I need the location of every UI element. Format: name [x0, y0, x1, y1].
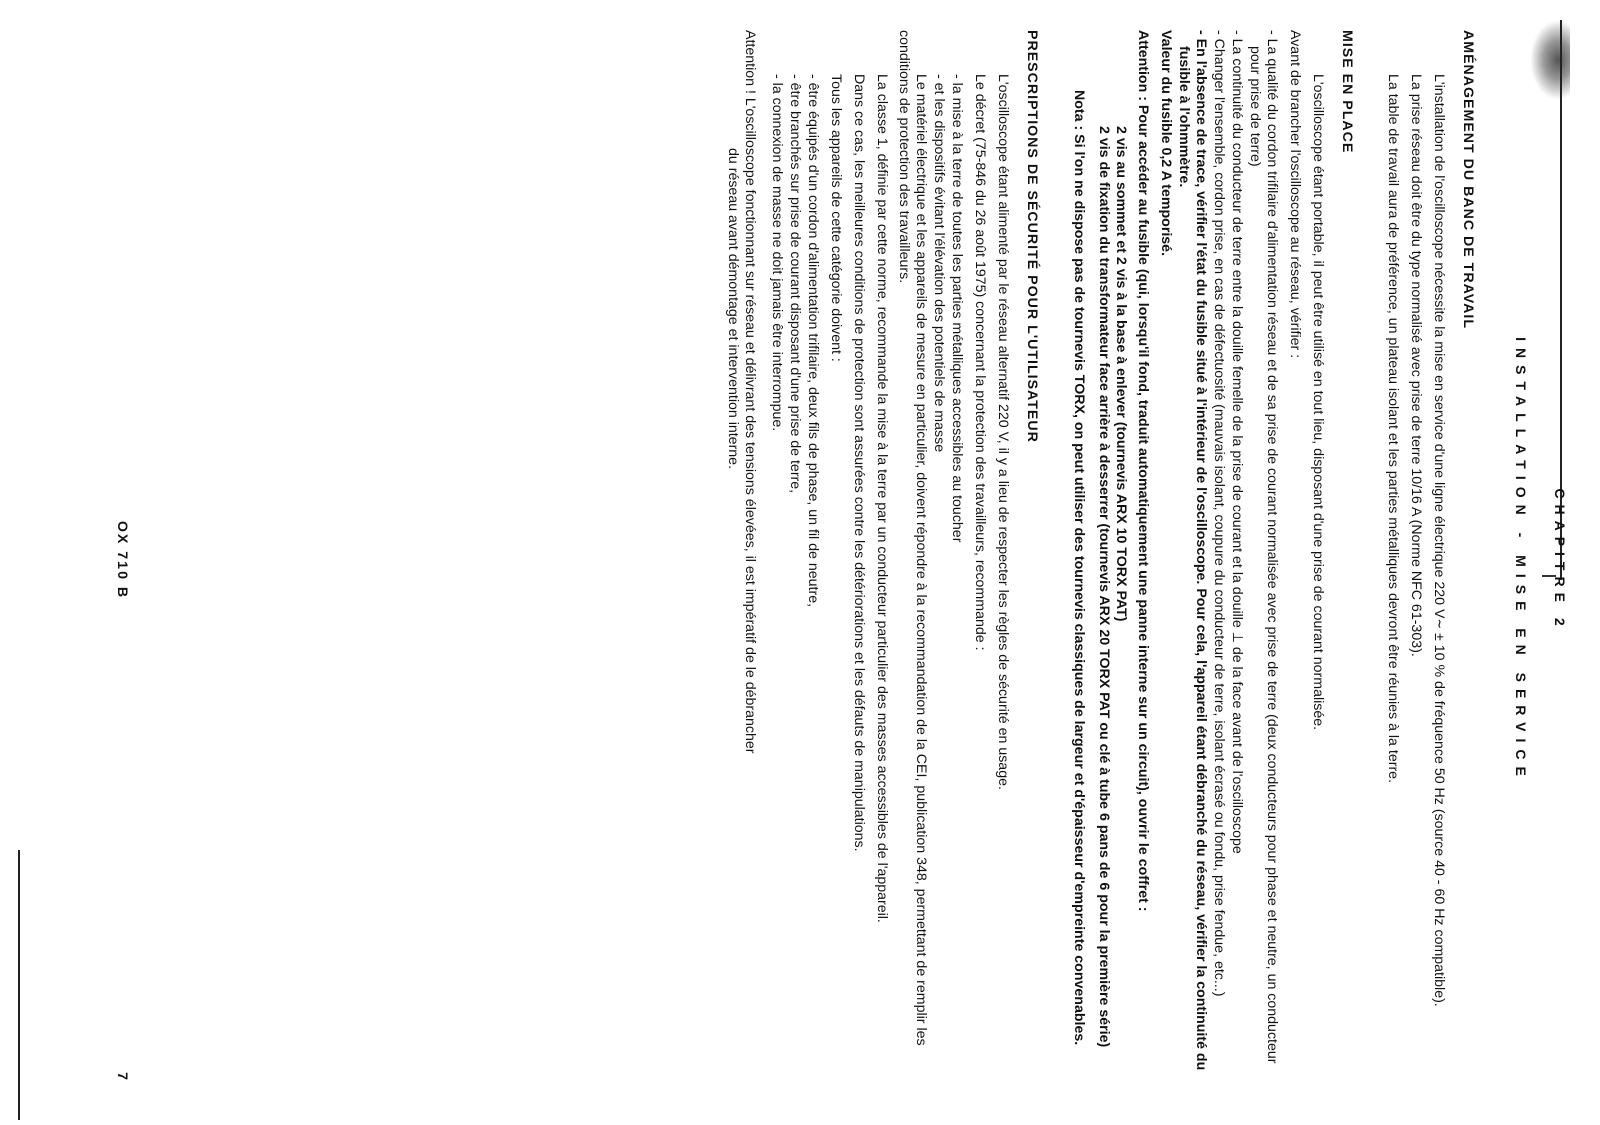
chapter-label: CHAPITRE 2 [1552, 488, 1568, 632]
attention-items [1095, 30, 1129, 1090]
document-code: OX 710 B [114, 520, 130, 600]
attention-paragraph [1135, 30, 1152, 1090]
attention-item: 2 vis au sommet et 2 vis à la base à enlever (tournevis ARX 10 TORX PAT) [1112, 126, 1129, 622]
paragraph: L'oscilloscope étant portable, il peut être utilisé en tout lieu, disposant d'une prise de courant normalisée. [1309, 74, 1326, 731]
paragraph: L'oscilloscope étant alimenté par le réseau alternatif 220 V, il y a lieu de respecter les règles de sécurité en usage. [994, 74, 1011, 790]
paragraph: La table de travail aura de préférence, un plateau isolant et les parties métalliques devront être réunies à la terre. [1385, 74, 1402, 784]
fuse-value: Valeur du fusible 0,2 A temporisé. [1158, 30, 1175, 257]
warning-line: Attention ! L'oscilloscope fonctionnant sur réseau et délivrant des tensions élevées, il est impératif de le débrancher [742, 30, 759, 754]
list-item: - la mise à la terre de toutes les parties métalliques accessibles au toucher [949, 74, 966, 543]
paragraph: La prise réseau doit être du type normalisé avec prise de terre 10/16 A (Norme NFC 61-303). [1408, 74, 1425, 657]
page-number: 7 [114, 1072, 130, 1080]
paragraph: La classe 1, définie par cette norme, recommande la mise à la terre par un conducteur particulier des masses accessibles de l'appareil. [873, 74, 890, 923]
list-item-bold: - En l'absence de trace, vérifier l'état du fusible situé à l'intérieur de l'oscilloscope. Pour cela, l'appareil étant débranché du réseau, vérifier la continuité du fusible à l'ohmmètre. [1176, 30, 1210, 1071]
list-item: - Changer l'ensemble, cordon prise, en cas de défectuosité (mauvais isolant, coupure du conducteur de terre, isolant écrasé ou fondu, prise fendue, etc...) [1211, 30, 1228, 997]
list-item: - La continuité du conducteur de terre entre la douille femelle de la prise de courant et la douille ⊥ de la face avant de l'oscilloscope [1229, 30, 1246, 854]
paragraph: Dans ce cas, les meilleures conditions de protection sont assurées contre les détériorations et les défauts de manipulations. [850, 74, 867, 852]
list-item: - la connexion de masse ne doit jamais être interrompue. [769, 74, 785, 432]
paragraph: Le décret (75-846 du 26 août 1975) concernant la protection des travailleurs, recommande : [972, 74, 989, 651]
section-heading-mise-en-place: MISE EN PLACE [1338, 30, 1355, 154]
list-item: - être branchés sur prise de courant disposant d'une prise de terre, [786, 74, 803, 494]
section-heading-amenagement: AMÉNAGEMENT DU BANC DE TRAVAIL [1460, 30, 1477, 330]
check-list [1175, 30, 1279, 1090]
page-content [114, 30, 1570, 1090]
recommendation-list [930, 74, 965, 1090]
paragraph: Avant de brancher l'oscilloscope au réseau, vérifier : [1286, 30, 1303, 359]
paragraph: Tous les appareils de cette catégorie doivent : [827, 74, 844, 362]
nota: Nota : Si l'on ne dispose pas de tournevis TORX, on peut utiliser des tournevis classiques de largeur et d'épaisseur d'empreinte convenables. [1070, 90, 1087, 1046]
requirement-list [768, 74, 821, 1090]
paragraph: Le matériel électrique et les appareils de mesure en particulier, doivent répondre à la recommandation de la CEI, publication 348, permettant de remplir les conditions de protection des travailleurs. [896, 30, 930, 1046]
list-item: - être équipés d'un cordon d'alimentation trifilaire, deux fils de phase, un fil de neutre, [804, 74, 821, 608]
section-heading-prescriptions: PRESCRIPTIONS DE SÉCURITÉ POUR L'UTILISATEUR [1023, 30, 1040, 443]
paragraph: L'installation de l'oscilloscope nécessite la mise en service d'une ligne électrique 220 V∼ ± 10 % de fréquence 50 Hz (source 40 - 60 Hz compatible). [1431, 74, 1448, 1007]
list-item: - et les dispositifs évitant l'élévation des potentiels de masse [931, 74, 948, 453]
attention-item: 2 vis de fixation du transformateur face arrière à desserrer (tournevis ARX 20 TORX PAT ou clé à tube 6 pans de 6 pour la première série) [1095, 126, 1112, 1048]
attention-label: Attention : [1135, 30, 1152, 101]
list-item: - La qualité du cordon trifilaire d'alimentation réseau et de sa prise de courant normalisée avec prise de terre (deux conducteurs pour phase et neutre, un conducteur pour prise de terre) [1246, 30, 1280, 1064]
attention-text: Pour accéder au fusible (qui, lorsqu'il fond, traduit automatiquement une panne interne sur un circuit), ouvrir le coffret : [1135, 104, 1152, 912]
chapter-title: INSTALLATION - MISE EN SERVICE [1513, 337, 1530, 783]
warning-line-continued: du réseau avant démontage et intervention interne. [725, 148, 742, 470]
